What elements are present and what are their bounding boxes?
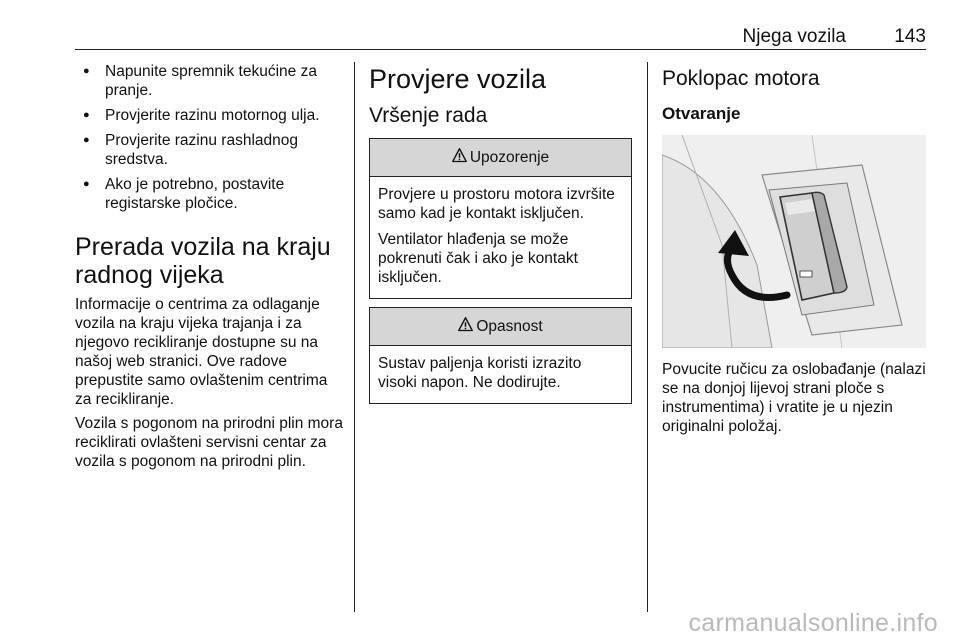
warning-heading: Upozorenje xyxy=(469,148,550,166)
page-header xyxy=(75,24,926,50)
body-paragraph: Vozila s pogonom na prirodni plin mora reciklirati ovlašteni servisni centar za vozila s pogonom na prirodni plin. xyxy=(75,415,343,470)
column-1 xyxy=(75,62,343,476)
column-2 xyxy=(369,62,632,404)
chapter-title: Njega vozila xyxy=(742,26,846,47)
list-item: ● Napunite spremnik tekućine za pranje. xyxy=(75,62,343,100)
danger-text: Sustav paljenja koristi izrazito visoki napon. Ne dodirujte. xyxy=(378,355,582,391)
page-number: 143 xyxy=(894,26,926,47)
list-item: ● Provjerite razinu rashladnog sredstva. xyxy=(75,131,343,169)
section-heading: Provjere vozila xyxy=(369,64,547,94)
watermark: carmanualsonline.info xyxy=(688,609,938,637)
warning-triangle-icon xyxy=(452,148,467,168)
danger-heading: Opasnost xyxy=(476,317,543,335)
sub-heading: Otvaranje xyxy=(662,104,741,123)
column-divider xyxy=(354,62,355,612)
danger-box xyxy=(369,307,632,404)
warning-box xyxy=(369,138,632,299)
warning-text: Provjere u prostoru motora izvršite samo kad je kontakt isključen. xyxy=(378,186,615,222)
warning-triangle-icon xyxy=(458,317,473,337)
hood-release-lever-icon xyxy=(662,135,926,348)
checklist xyxy=(75,62,343,213)
warning-header xyxy=(370,139,631,177)
column-3 xyxy=(662,62,926,441)
warning-body xyxy=(370,177,631,298)
section-heading: Prerada vozila na kraju radnog vijeka xyxy=(75,233,331,289)
list-item: ● Ako je potrebno, postavite registarske pločice. xyxy=(75,175,343,213)
column-divider xyxy=(647,62,648,612)
sub-heading: Vršenje rada xyxy=(369,104,488,127)
body-paragraph: Povucite ručicu za oslobađanje (nalazi se na donjoj lijevoj strani ploče s instrumentima) i vratite je u njezin originalni položaj. xyxy=(662,361,926,435)
list-item: ● Provjerite razinu motornog ulja. xyxy=(75,106,343,125)
warning-text: Ventilator hlađenja se može pokrenuti čak i ako je kontakt isključen. xyxy=(378,231,578,286)
danger-header xyxy=(370,308,631,346)
section-heading: Poklopac motora xyxy=(662,67,820,90)
body-paragraph: Informacije o centrima za odlaganje vozila na kraju vijeka trajanja i za njegovo recikliranje dostupne su na našoj web stranici. Ove radove prepustite samo ovlaštenim centrima za recikliranje. xyxy=(75,296,328,408)
hood-release-figure xyxy=(662,135,926,348)
danger-body xyxy=(370,346,631,403)
